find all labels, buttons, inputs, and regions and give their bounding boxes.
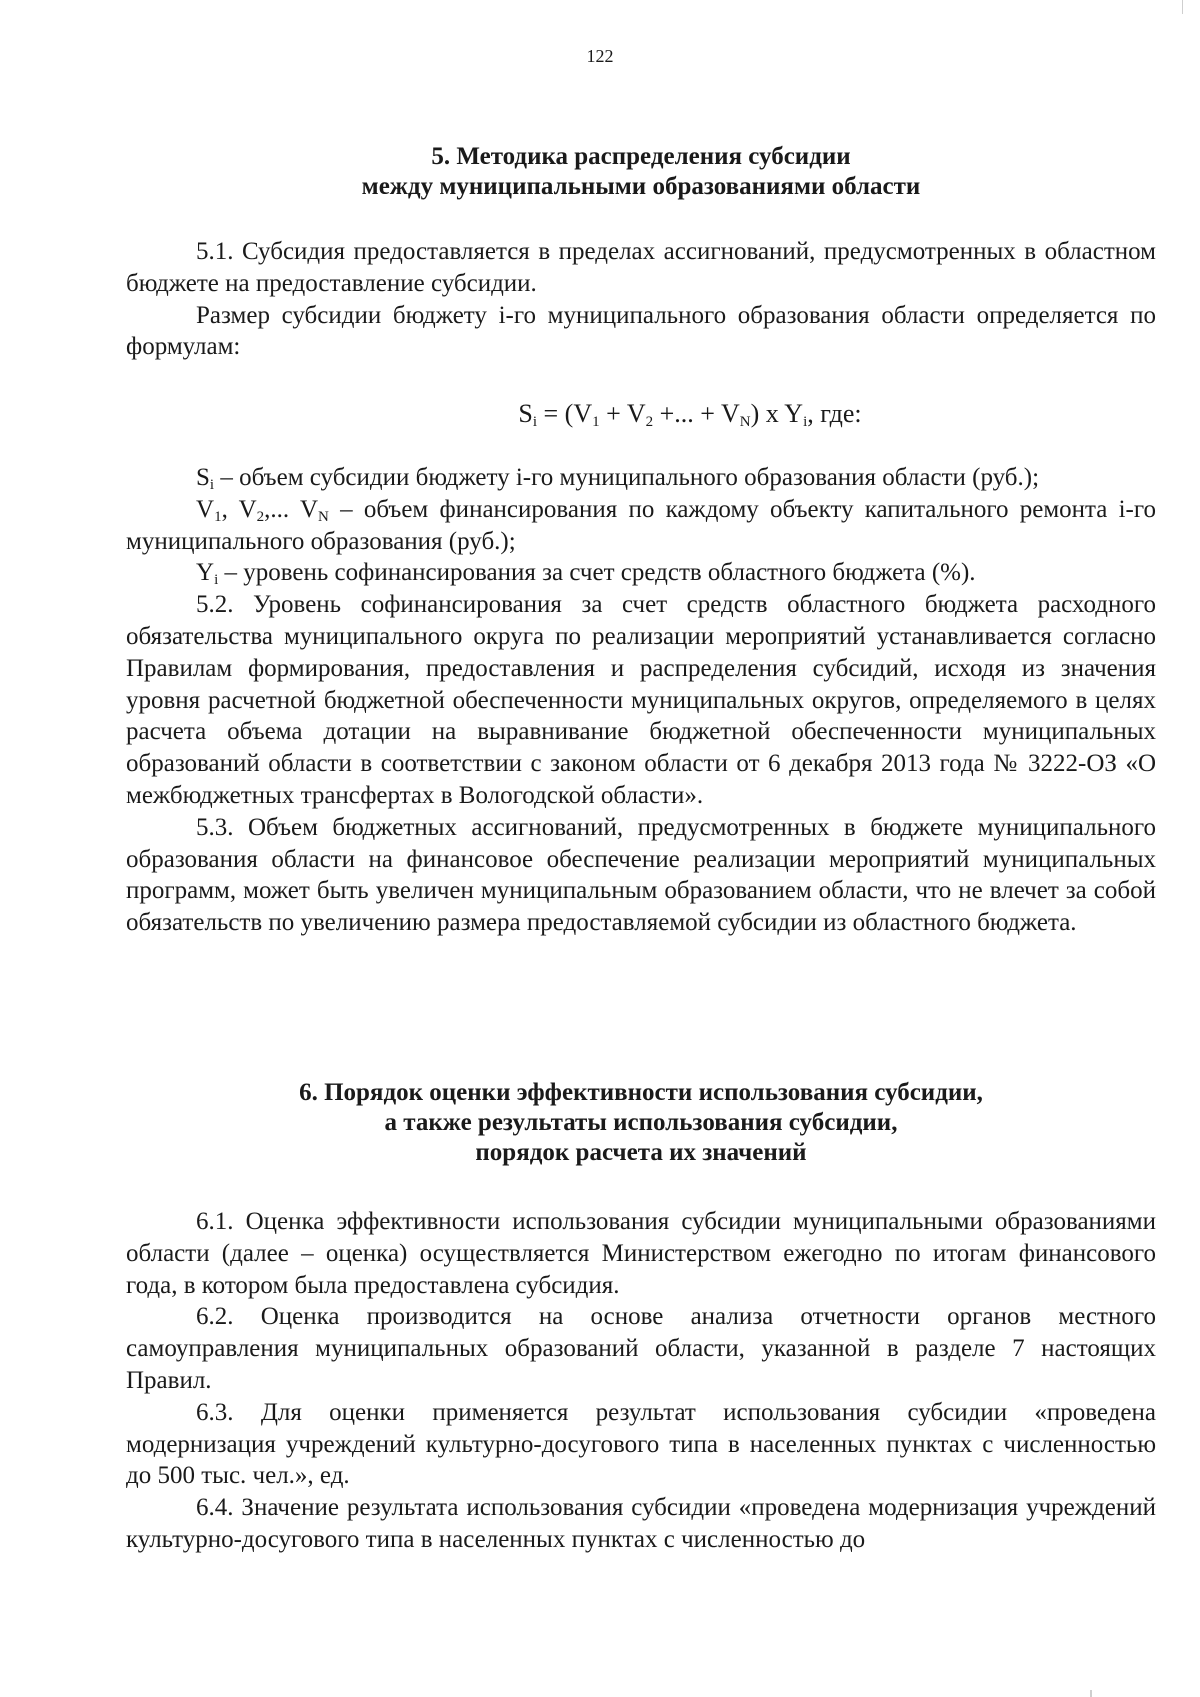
paragraph-6-3: 6.3. Для оценки применяется результат использования субсидии «проведена модернизация учреждений культурно-досугового типа в населенных пунктах с численностью до 500 тыс. чел.», ед. [126, 1398, 1156, 1490]
paragraph-6-4: 6.4. Значение результата использования субсидии «проведена модернизация учреждений культурно-досугового типа в населенных пунктах с численностью до [126, 1494, 1156, 1553]
subsidy-formula: $S_i = (V_1 + V_2$ +... + $V_N$) x $Y_i$, где: [518, 399, 862, 430]
paragraph-5-2: 5.2. Уровень софинансирования за счет средств областного бюджета расходного обязательства муниципального округа по реализации мероприятий устанавливается согласно Правилам формирования, предоставления и распределения субсидий, исходя из значения уровня расчетной бюджетной обеспеченности муниципальных округов, определяемого в целях расчета объема дотации на выравнивание бюджетной обеспеченности муниципальных образований области в соответствии с законом области от 6 декабря 2013 года № 3222-ОЗ «О межбюджетных трансфертах в Вологодской области». [126, 591, 1156, 809]
paragraph-6-2: 6.2. Оценка производится на основе анализа отчетности органов местного самоуправления муниципальных образований области, указанной в разделе 7 настоящих Правил. [126, 1303, 1156, 1394]
scan-artifact [1090, 1690, 1092, 1697]
paragraph-5-3: 5.3. Объем бюджетных ассигнований, предусмотренных в бюджете муниципального образования области на финансовое обеспечение реализации мероприятий муниципальных программ, может быть увеличен муниципальным образованием области, что не влечет за собой обязательств по увеличению размера предоставляемой субсидии из областного бюджета. [126, 813, 1156, 937]
definition-s: $S_i$ – объем субсидии бюджету i-го муниципального образования области (руб.); [196, 464, 1040, 493]
section-6-title-line-2: а также результаты использования субсидии, [384, 1109, 898, 1136]
paragraph-6-1: 6.1. Оценка эффективности использования субсидии муниципальными образованиями области (далее – оценка) осуществляется Министерством ежегодно по итогам финансового года, в котором была предоставлена субсидия. [126, 1208, 1156, 1299]
paragraph-subsidy-size: Размер субсидии бюджету i-го муниципального образования области определяется по формулам: [126, 301, 1156, 361]
section-6-title-line-1: 6. Порядок оценки эффективности использования субсидии, [299, 1079, 983, 1106]
paragraph-5-1: 5.1. Субсидия предоставляется в пределах ассигнований, предусмотренных в областном бюджете на предоставление субсидии. [126, 238, 1156, 297]
section-5-title-line-2: между муниципальными образованиями области [361, 173, 921, 200]
section-6-title [126, 1078, 1156, 1168]
section-6-title-line-3: порядок расчета их значений [475, 1139, 807, 1166]
section-5-title [126, 142, 1156, 202]
definition-y: $Y_i$ – уровень софинансирования за счет средств областного бюджета (%). [196, 559, 976, 589]
section-6-body [126, 1206, 1156, 1556]
definition-v: $V_1$, $V_2$,... $V_N$ – объем финансирования по каждому объекту капитального ремонта i-го муниципального образования (руб.); [126, 495, 1156, 555]
section-5-title-line-1: 5. Методика распределения субсидии [431, 143, 851, 170]
section-5-intro [126, 236, 1156, 363]
section-5-definitions [126, 462, 1156, 939]
scan-artifact [1182, 0, 1183, 14]
page-number: 122 [586, 46, 614, 66]
